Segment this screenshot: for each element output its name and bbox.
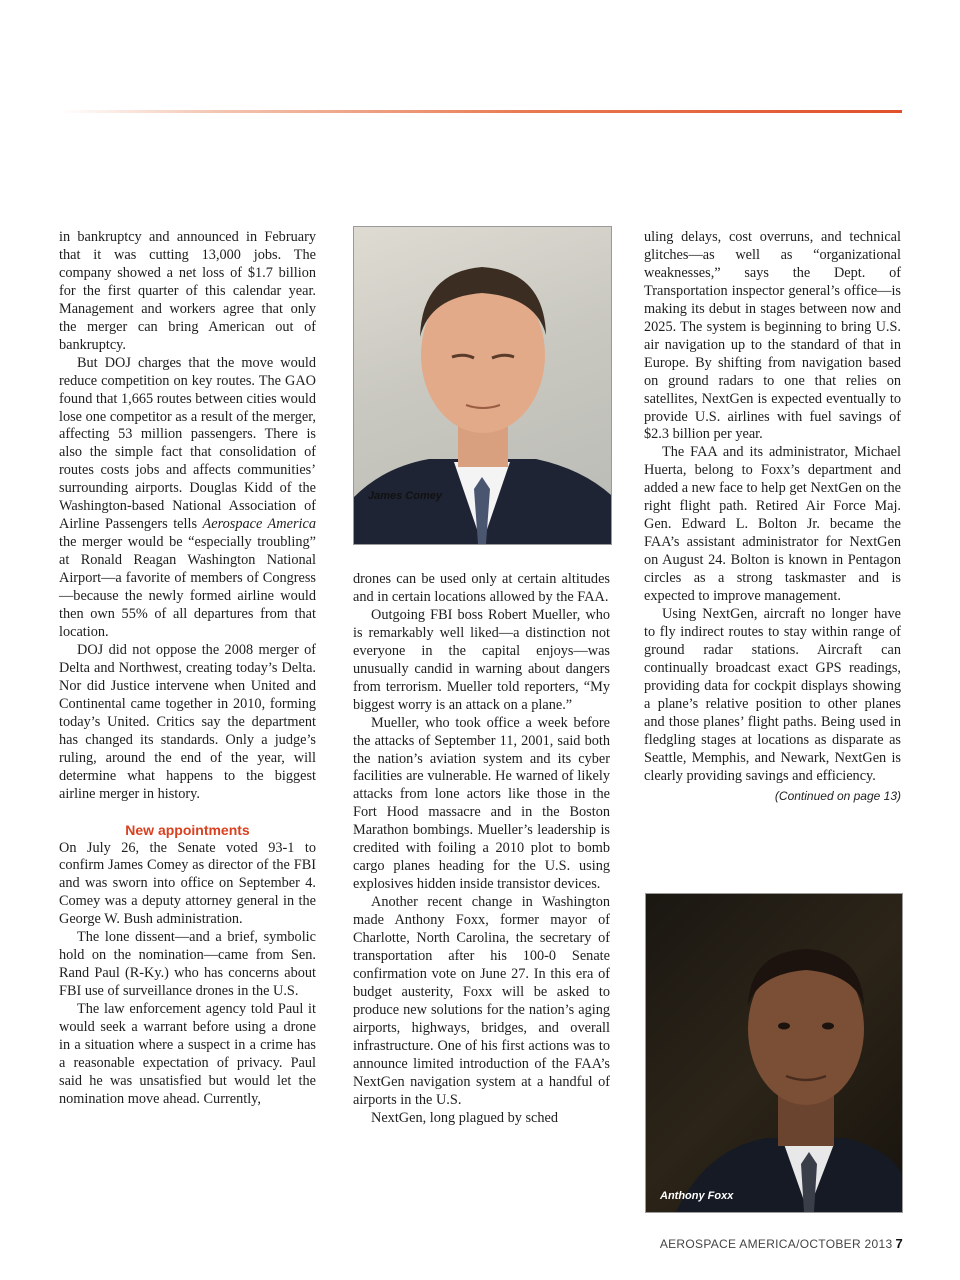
paragraph: drones can be used only at certain altitudes and in certain locations allowed by the FAA. [353,571,610,605]
paragraph: On July 26, the Senate voted 93-1 to confirm James Comey as director of the FBI and was sworn into office on September 4. Comey was a deputy attorney general in the George W. Bush administration. [59,839,316,928]
paragraph: Outgoing FBI boss Robert Mueller, who is remarkably well liked—a distinction not everyone in the capital enjoys—was unusually candid in warning about dangers from terrorism. Mueller told reporters, “My biggest worry is an attack on a plane.” [353,606,610,713]
paragraph: Another recent change in Washington made Anthony Foxx, former mayor of Charlotte, North Carolina, the secretary of transportation after his 100-0 Senate confirmation vote on June 27. In this era of budget austerity, Foxx will be asked to produce new solutions for the nation’s aging airports, highways, bridges, and overall infrastructure. One of his first actions was to announce limited introduction of the FAA’s NextGen navigation system at a handful of airports in the U.S. [353,894,610,1108]
photo-caption: James Comey [368,490,442,502]
paragraph: in bankruptcy and announced in February that it was cutting 13,000 jobs. The company showed a net loss of $1.7 billion for the first quarter of this calendar year. Management and workers agree that only the merger can bring American out of bankruptcy. [59,229,316,353]
paragraph: uling delays, cost overruns, and technical glitches—as well as “organizational weaknesses,” says the Dept. of Transportation inspector general’s office—is making its debut in stages between now and 2025. The system is beginning to bring U.S. air navigation up to the standard of that in Europe. By shifting from navigation based on ground radars to one that relies on satellites, NextGen is expected eventually to provide U.S. airlines with fuel savings of $2.3 billion per year. [644,229,901,443]
publication-date: AEROSPACE AMERICA/OCTOBER 2013 [659,1237,893,1251]
page-footer [660,1236,903,1251]
paragraph: The law enforcement agency told Paul it would seek a warrant before using a drone in a situation where a suspect in a crime has a reasonable expectation of privacy. Paul said he was unsatisfied but would let the nomination move ahead. Currently, [59,1001,316,1107]
header-rule [60,110,902,113]
article-column-2 [353,571,610,1128]
photo-james-comey [353,226,612,545]
paragraph: The lone dissent—and a brief, symbolic hold on the nomination—came from Sen. Rand Paul (R-Ky.) who has concerns about FBI use of surveillance drones in the U.S. [59,929,316,1000]
article-column-1 [59,229,316,1109]
paragraph: Using NextGen, aircraft no longer have to fly indirect routes to stay within range of ground radar stations. Aircraft can continually broadcast exact GPS readings, providing data for cockpit displays showing a plane’s relative position to other planes and those planes’ flight paths. Being used in fledgling stages at locations as disparate as Seattle, Memphis, and Newark, NextGen is clearly providing savings and efficiency. [644,606,901,784]
paragraph: The FAA and its administrator, Michael Huerta, belong to Foxx’s department and added a new face to help get NextGen on the right flight path. Retired Air Force Maj. Gen. Edward L. Bolton Jr. became the FAA’s assistant administrator for NextGen on August 24. Bolton is known in Pentagon circles as a strong taskmaster and is expected to improve management. [644,444,901,605]
paragraph: DOJ did not oppose the 2008 merger of Delta and Northwest, creating today’s Delta. Nor did Justice intervene when United and Continental came together in 2010, forming today’s United. Critics say the department has changed its standards. Only a judge’s ruling, around the end of the year, will determine what happens to the biggest airline merger in history. [59,641,316,802]
continued-note: (Continued on page 13) [774,788,901,803]
portrait-illustration [646,894,902,1212]
paragraph: Mueller, who took office a week before the attacks of September 11, 2001, said both the nation’s aviation system and its cyber facilities are vulnerable. He warned of likely attacks from lone actors like those in the Fort Hood massacre and in the Boston Marathon bombings. Mueller’s leadership is credited with foiling a 2010 plot to bomb cargo planes heading for the U.S. using explosives hidden inside transistor devices. [353,714,610,893]
photo-caption: Anthony Foxx [660,1190,734,1202]
paragraph: But DOJ charges that the move would reduce competition on key routes. The GAO found that 1,665 routes between cities would lose one competitor as a result of the merger, affecting 53 million passengers. There is also the simple fact that consolidation of routes costs jobs and affects communities’ surrounding airports. Douglas Kidd of the Washington-based National Association of Airline Passengers tells Aerospace America the merger would be “especially troubling” at Ronald Reagan Washington National Airport—a favorite of members of Congress—because the newly formed airline would then own 55% of all departures from that location. [59,354,316,640]
photo-anthony-foxx [645,893,903,1213]
publication-name: Aerospace America [202,516,316,533]
article-column-3 [644,229,901,806]
paragraph: NextGen, long plagued by sched [371,1109,559,1126]
page-number: 7 [895,1236,903,1251]
section-subhead: New appointments [125,821,250,838]
